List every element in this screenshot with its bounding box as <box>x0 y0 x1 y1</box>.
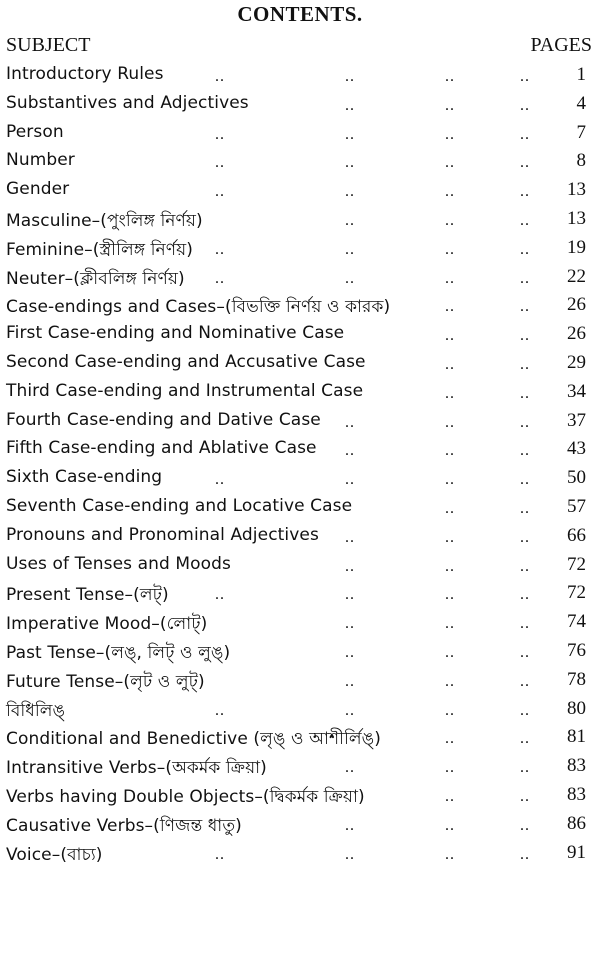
entry-subject: Past Tense–(লঙ্, লিট্ ও লুঙ্) <box>6 643 231 663</box>
leader-dots: .. <box>445 557 455 575</box>
entry-subject: Verbs having Double Objects–(দ্বিকর্মক ক্রিয়া) <box>6 787 365 807</box>
entry-subject: Person <box>6 121 64 142</box>
leader-dots: .. <box>445 845 455 863</box>
leader-dots: .. <box>520 528 530 546</box>
leader-dots: .. <box>345 68 355 85</box>
entry-page-number: 22 <box>567 265 586 287</box>
leader-dots: .. <box>520 68 530 85</box>
leader-dots: .. <box>345 701 355 719</box>
leader-dots: .. <box>445 528 455 546</box>
subject-column-header: SUBJECT <box>6 34 91 56</box>
leader-dots: .. <box>345 413 355 431</box>
contents-entry <box>0 696 600 725</box>
leader-dots: .. <box>520 845 530 863</box>
leader-dots: .. <box>215 183 225 201</box>
entry-subject: Number <box>6 150 75 171</box>
leader-dots: .. <box>345 816 355 834</box>
entry-page-number: 13 <box>567 208 586 229</box>
leader-dots: .. <box>520 759 530 777</box>
entry-subject: Uses of Tenses and Moods <box>6 553 232 574</box>
leader-dots: .. <box>445 183 455 201</box>
leader-dots: .. <box>445 240 455 258</box>
leader-dots: .. <box>520 471 530 489</box>
entry-page-number: 72 <box>567 553 586 575</box>
contents-entry <box>0 753 600 782</box>
leader-dots: .. <box>520 586 530 604</box>
contents-entry <box>0 120 600 149</box>
contents-entry <box>0 292 600 321</box>
entry-page-number: 34 <box>567 380 586 402</box>
leader-dots: .. <box>345 759 355 777</box>
entry-subject: First Case-ending and Nominative Case <box>6 323 345 344</box>
leader-dots: .. <box>445 471 455 489</box>
leader-dots: .. <box>520 154 530 172</box>
leader-dots: .. <box>445 586 455 604</box>
leader-dots: .. <box>345 240 355 258</box>
leader-dots: .. <box>445 788 455 805</box>
leader-dots: .. <box>345 586 355 604</box>
leader-dots: .. <box>520 327 530 345</box>
entry-page-number: 72 <box>567 582 586 604</box>
entry-subject: Introductory Rules <box>6 64 164 84</box>
leader-dots: .. <box>345 442 355 460</box>
entry-page-number: 83 <box>567 784 586 805</box>
leader-dots: .. <box>345 96 355 114</box>
entry-subject: Substantives and Adjectives <box>6 92 249 113</box>
leader-dots: .. <box>520 701 530 719</box>
leader-dots: .. <box>445 701 455 719</box>
leader-dots: .. <box>215 154 225 172</box>
entry-page-number: 50 <box>567 467 586 489</box>
leader-dots: .. <box>520 788 530 805</box>
leader-dots: .. <box>520 816 530 834</box>
leader-dots: .. <box>215 125 225 143</box>
contents-entry <box>0 638 600 667</box>
entry-subject: Present Tense–(লট্) <box>6 585 169 606</box>
leader-dots: .. <box>215 471 225 489</box>
leader-dots: .. <box>215 68 225 85</box>
leader-dots: .. <box>345 212 355 229</box>
leader-dots: .. <box>445 212 455 229</box>
entry-subject: Masculine–(পুংলিঙ্গ নির্ণয়) <box>6 211 203 231</box>
page-title: CONTENTS. <box>237 2 363 26</box>
leader-dots: .. <box>520 212 530 229</box>
leader-dots: .. <box>215 845 225 863</box>
leader-dots: .. <box>520 240 530 258</box>
leader-dots: .. <box>215 240 225 258</box>
entry-subject: Causative Verbs–(ণিজন্ত ধাতু) <box>6 815 242 836</box>
contents-entry <box>0 494 600 523</box>
leader-dots: .. <box>215 269 225 287</box>
entry-page-number: 13 <box>567 179 586 201</box>
leader-dots: .. <box>520 269 530 287</box>
leader-dots: .. <box>445 644 455 661</box>
leader-dots: .. <box>520 672 530 690</box>
leader-dots: .. <box>345 615 355 633</box>
leader-dots: .. <box>345 269 355 287</box>
leader-dots: .. <box>345 557 355 575</box>
entry-page-number: 8 <box>576 150 586 172</box>
leader-dots: .. <box>445 327 455 345</box>
contents-entry <box>0 552 600 581</box>
entry-page-number: 86 <box>567 812 586 834</box>
entry-subject: Pronouns and Pronominal Adjectives <box>6 524 319 545</box>
leader-dots: .. <box>520 356 530 373</box>
contents-entry <box>0 811 600 840</box>
entry-page-number: 81 <box>567 726 586 748</box>
entry-page-number: 78 <box>567 668 586 690</box>
contents-entry <box>0 148 600 177</box>
leader-dots: .. <box>520 644 530 661</box>
leader-dots: .. <box>345 154 355 172</box>
contents-entry <box>0 350 600 379</box>
entry-subject: Fifth Case-ending and Ablative Case <box>6 438 317 459</box>
leader-dots: .. <box>520 557 530 575</box>
contents-entry <box>0 408 600 437</box>
entry-subject: বিধিলিঙ্ <box>6 700 66 721</box>
leader-dots: .. <box>520 730 530 748</box>
entry-page-number: 26 <box>567 294 586 316</box>
entry-subject: Gender <box>6 179 70 200</box>
entry-subject: Third Case-ending and Instrumental Case <box>6 380 364 401</box>
contents-entry <box>0 436 600 465</box>
entry-page-number: 76 <box>567 640 586 661</box>
entry-subject: Intransitive Verbs–(অকর্মক ক্রিয়া) <box>6 758 267 779</box>
leader-dots: .. <box>520 384 530 402</box>
contents-entry <box>0 465 600 494</box>
leader-dots: .. <box>445 125 455 143</box>
entry-subject: Second Case-ending and Accusative Case <box>6 352 366 372</box>
entry-page-number: 29 <box>567 352 586 373</box>
entry-page-number: 1 <box>576 64 586 85</box>
leader-dots: .. <box>445 500 455 517</box>
entry-page-number: 91 <box>567 841 586 863</box>
entry-subject: Conditional and Benedictive (লৃঙ্ ও আশীর্লিঙ্) <box>6 729 381 750</box>
entry-page-number: 26 <box>567 323 586 345</box>
leader-dots: .. <box>520 615 530 633</box>
entry-subject: Voice–(বাচ্য) <box>6 844 103 865</box>
contents-entry <box>0 840 600 869</box>
leader-dots: .. <box>445 759 455 777</box>
leader-dots: .. <box>445 356 455 373</box>
leader-dots: .. <box>345 845 355 863</box>
contents-entry <box>0 62 600 91</box>
leader-dots: .. <box>215 586 225 604</box>
entry-subject: Future Tense–(লৃট ও লুট্) <box>6 671 205 692</box>
entry-page-number: 37 <box>567 409 586 431</box>
leader-dots: .. <box>445 298 455 316</box>
leader-dots: .. <box>345 528 355 546</box>
leader-dots: .. <box>345 125 355 143</box>
leader-dots: .. <box>445 442 455 460</box>
leader-dots: .. <box>520 183 530 201</box>
entry-page-number: 7 <box>576 121 586 143</box>
leader-dots: .. <box>445 413 455 431</box>
leader-dots: .. <box>345 471 355 489</box>
leader-dots: .. <box>345 183 355 201</box>
entry-subject: Feminine–(স্ত্রীলিঙ্গ নির্ণয়) <box>6 239 193 260</box>
leader-dots: .. <box>215 701 225 719</box>
entry-subject: Imperative Mood–(লোট্) <box>6 614 208 635</box>
leader-dots: .. <box>520 298 530 316</box>
entry-page-number: 66 <box>567 524 586 546</box>
leader-dots: .. <box>445 730 455 748</box>
leader-dots: .. <box>345 672 355 690</box>
contents-entry <box>0 724 600 753</box>
leader-dots: .. <box>445 615 455 633</box>
entry-page-number: 57 <box>567 496 586 517</box>
contents-entry <box>0 206 600 235</box>
contents-entry <box>0 177 600 206</box>
leader-dots: .. <box>445 68 455 85</box>
leader-dots: .. <box>445 269 455 287</box>
entry-subject: Sixth Case-ending <box>6 467 163 488</box>
pages-column-header: PAGES <box>530 34 592 56</box>
entry-page-number: 19 <box>567 236 586 258</box>
entry-subject: Case-endings and Cases–(বিভক্তি নির্ণয় ও কারক) <box>6 297 391 318</box>
leader-dots: .. <box>445 154 455 172</box>
entry-subject: Neuter–(ক্লীবলিঙ্গ নির্ণয়) <box>6 268 185 289</box>
contents-entry <box>0 782 600 811</box>
contents-entry <box>0 235 600 264</box>
entry-page-number: 80 <box>567 697 586 719</box>
leader-dots: .. <box>520 442 530 460</box>
leader-dots: .. <box>445 96 455 114</box>
leader-dots: .. <box>445 384 455 402</box>
entry-page-number: 83 <box>567 755 586 777</box>
leader-dots: .. <box>520 500 530 517</box>
entry-page-number: 74 <box>567 611 586 633</box>
leader-dots: .. <box>345 644 355 661</box>
contents-entry <box>0 264 600 293</box>
leader-dots: .. <box>520 96 530 114</box>
contents-entry <box>0 580 600 609</box>
contents-entry <box>0 379 600 408</box>
contents-entry <box>0 667 600 696</box>
contents-entry <box>0 321 600 350</box>
contents-entry <box>0 609 600 638</box>
entry-subject: Fourth Case-ending and Dative Case <box>6 409 321 430</box>
leader-dots: .. <box>520 125 530 143</box>
entry-subject: Seventh Case-ending and Locative Case <box>6 496 353 516</box>
leader-dots: .. <box>445 816 455 834</box>
entry-page-number: 43 <box>567 438 586 460</box>
entry-page-number: 4 <box>576 92 586 114</box>
leader-dots: .. <box>520 413 530 431</box>
contents-entry <box>0 91 600 120</box>
leader-dots: .. <box>445 672 455 690</box>
contents-entry <box>0 523 600 552</box>
